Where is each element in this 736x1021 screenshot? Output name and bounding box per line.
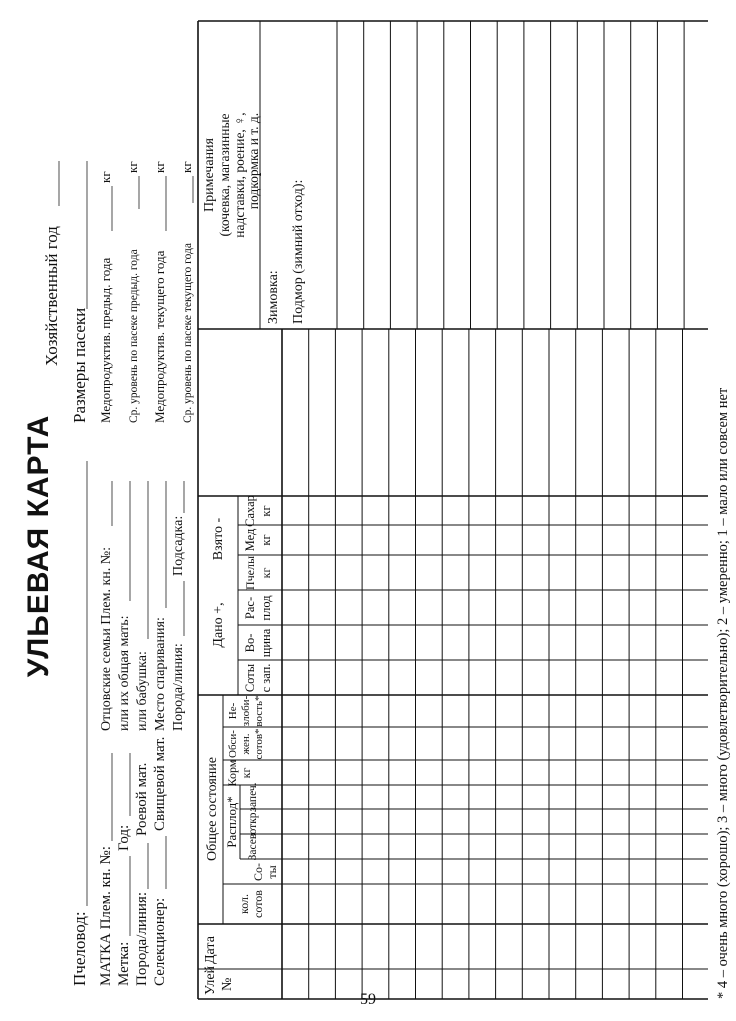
col-honey-2: кг [259, 534, 273, 546]
col-foundation-1: Во- [243, 633, 257, 653]
col-combs-count-2: сотов [251, 890, 265, 918]
beekeeper-label: Пчеловод: [70, 911, 89, 986]
col-feed-1: Корм [225, 759, 239, 787]
paternal-colonies-label: Отцовские семьи Плем. кн. №: [99, 546, 114, 731]
col-frames-2: с зап. [259, 663, 273, 693]
col-bees-1: Пчелы [243, 555, 257, 591]
rotated-sheet [22, 21, 731, 999]
swarm-queen-label: Роевой мат. [134, 762, 150, 836]
group-taken-label: Взято - [211, 517, 226, 561]
group-given-label: Дано +, [211, 602, 226, 648]
col-occupied-1: Обси- [227, 730, 239, 758]
col-date-label: Дата [203, 936, 218, 964]
page-number: 59 [360, 991, 376, 1008]
col-feed-2: кг [239, 767, 253, 779]
common-mother-label: или их общая мать: [117, 615, 132, 731]
apiary-size-label: Размеры пасеки [70, 307, 89, 423]
mating-place-label: Место спаривания: [153, 617, 168, 731]
supersedure-queen-label: Свищевой мат. [152, 736, 168, 831]
honey-curr-unit: кг [152, 161, 167, 173]
col-brood2-1: Рас- [243, 596, 257, 620]
col-frames-1: Соты [243, 663, 257, 693]
col-occupied-2: жен. [240, 733, 252, 755]
group-brood-label: Расплод* [224, 796, 239, 848]
introduction-label: Подсадка: [171, 515, 186, 576]
avg-prev-unit: кг [125, 161, 140, 173]
col-combs-1: Со- [251, 863, 265, 881]
col-hive-label: Улей [203, 965, 218, 995]
avg-prev-label: Ср. уровень по пасеке предыд. года [128, 249, 140, 423]
breed-line2-label: Порода/линия: [171, 643, 186, 731]
col-sugar-1: Сахар [243, 495, 257, 527]
col-bees-2: кг [259, 567, 273, 579]
honey-prev-label: Медопродуктив. предыд. года [98, 257, 113, 423]
col-brood2-2: плод [259, 595, 273, 621]
col-gentle-1: Не- [227, 702, 239, 720]
avg-curr-label: Ср. уровень по пасеке текущего года [182, 243, 194, 423]
wintering-label: Зимовка: [266, 270, 281, 324]
mark-label: Метка: [116, 941, 132, 986]
year-label: Год: [116, 824, 132, 851]
honey-prev-unit: кг [98, 171, 113, 183]
economic-year-label: Хозяйственный год [42, 226, 61, 366]
winter-loss-label: Подмор (зимний отход): [291, 179, 306, 324]
footnote: * 4 – очень много (хорошо); 3 – много (удовлетворительно); 2 – умеренно; 1 – мало или совсем нет [715, 387, 731, 999]
col-notes-line-1: (кочевка, магазинные [217, 113, 232, 237]
hive-table [198, 21, 708, 999]
queen-book-label: МАТКА Плем. кн. №: [98, 846, 114, 986]
card-title: УЛЬЕВАЯ КАРТА [22, 414, 55, 678]
col-notes-line-2: надставки, роение, ♀, [232, 112, 247, 238]
col-sugar-2: кг [259, 505, 273, 517]
col-notes-line-3: подкормка и т. д. [246, 112, 261, 210]
col-open: откр. [247, 809, 259, 835]
col-combs-2: ты [265, 865, 279, 879]
group-general-label: Общее состояние [205, 756, 220, 862]
avg-curr-unit: кг [179, 161, 194, 173]
grandmother-label: или бабушка: [135, 651, 150, 731]
col-honey-1: Мед [243, 528, 257, 552]
honey-curr-label: Медопродуктив. текущего года [152, 250, 167, 423]
col-hive-no: № [220, 977, 235, 991]
col-gentle-3: вость* [253, 695, 265, 727]
col-gentle-2: злоби- [240, 695, 252, 727]
breed-line-label: Порода/линия: [134, 892, 150, 986]
table-rows [198, 21, 708, 999]
col-notes-title: Примечания [202, 137, 217, 213]
col-sown: Засев [247, 833, 259, 861]
col-foundation-2: щина [259, 628, 273, 658]
col-combs-count-1: кол. [237, 893, 251, 915]
col-sealed: запеч. [247, 782, 259, 812]
col-occupied-3: сотов* [253, 728, 265, 760]
breeder-label: Селекционер: [152, 897, 168, 986]
